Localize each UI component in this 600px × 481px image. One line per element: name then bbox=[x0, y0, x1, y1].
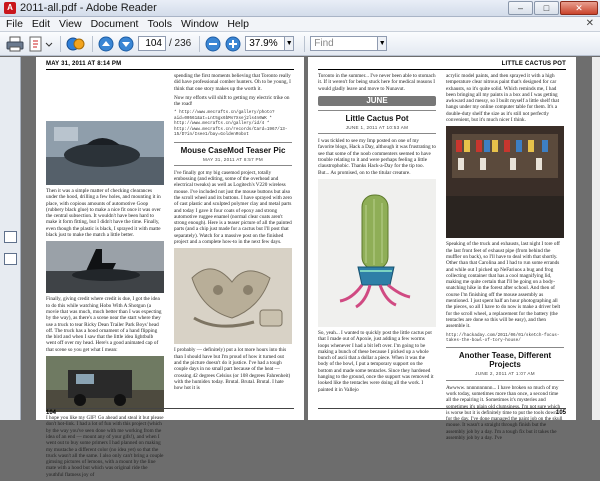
right-col2-para-3: Awwww. nnnnnnnnnn... I have broken so much of my work today, sometimes more than once, a second time all the repairing it. Sometimes it's mysteries and sometimes it's plain old clumsiness. I'm not sure which is worse but it is definitely time to put the tools down for the day. I've done managed the paint job on the skull mouse. It wasn't a straight through finish but the assembly job by a day. I'm a tough fix but it takes the assembly job by a day. I've bbox=[446, 384, 563, 442]
photo-truck-scene bbox=[46, 356, 164, 412]
page-total: / 236 bbox=[169, 38, 192, 49]
arrow-up-icon bbox=[98, 36, 114, 52]
vertical-scrollbar[interactable] bbox=[592, 57, 600, 420]
zoom-level-input[interactable]: 37.9% bbox=[245, 36, 285, 51]
right-page-column-1 bbox=[318, 73, 436, 396]
month-banner: JUNE bbox=[318, 96, 436, 106]
find-dropdown-icon[interactable]: ▼ bbox=[378, 36, 387, 51]
window-title: 2011-all.pdf - Adobe Reader bbox=[20, 2, 157, 14]
photo-mouse-parts bbox=[174, 248, 292, 344]
right-col1-para-2: I was tickled to see my Imp posted on one of my favorite blogs, Hack a Day, although it was frustrating to see that some of the noob commenters seemed to have trouble relating to it and were perhaps feeling a little claustrophobic. Thanks Hack-a-Day for the tip too. But... As promised, on to the titular creature. bbox=[318, 138, 436, 176]
left-page-column-1 bbox=[46, 73, 164, 481]
post-title: Another Tease, Different Projects bbox=[446, 347, 564, 369]
right-col2-para-2: Speaking of the truck and exhausts, last night I tore off the last front feet of exhaust pipe (from behind the muffler on back), so I'll have to deal with that shortly. Other than that Carolina and I had to run some errands and while out I picked up NeFariuos a bug and frog collecting container that has a cool magnifying lid, making me quite certain that I'll be going on a body-snatching hike in the forest after school. And then of course I'm finishing off the mouse assembly as mentioned. I just spent half an hour photographing all the pieces, so all I have to do now is make a driver belt for the scroll wheel, a replacement for the battery (the tentacles are done so this will be easy), and then assemble it. bbox=[446, 241, 561, 330]
photo-paint-shelf bbox=[446, 126, 564, 238]
left-col2-para-3: I've finally got my big casemod project, totally embossing (and editing, some of the overhead and electrical tweaks) as well as Logitech's V220 wireless mouse. I've included not just the mouse buttons but also the scroll wheel and its buttons. I have sprayed with zero of cast plastic and sculpted polymer clay and metal parts and today I gave it four coats of epoxy and strong automotive ruggee enamel (normal clear coats aren't strong enough). Here is a teaser picture of all the painted parts (and a chip just made for a cactus but I'll post that separately). Watch for a massive post on the finished project and a complete how-to in the next few days. bbox=[174, 169, 292, 246]
left-col2-para-2: Now my efforts will shift to getting my electric trike on the road! bbox=[174, 94, 290, 108]
menu-edit[interactable]: Edit bbox=[31, 18, 51, 30]
right-col1-para-3: So, yeah... I wanted to quickly post the little cactus pot that I made out of Apoxie, just adding a few worms loops whenever I had a bit left over. I'm going to be making a bunch of these because I picked up a whole bunch of ascii that a dollar a piece. When it was the body of the bowl, I put a temporary support on the bottom and made some tentacles. Since they hardened hanging to the ground, once the support was removed it looked like the tentacles were doing all the work. I painted it in Vallejo bbox=[318, 329, 434, 393]
next-page-button[interactable] bbox=[118, 35, 134, 53]
pdf-page-right bbox=[308, 57, 576, 442]
page-footer bbox=[46, 408, 294, 417]
right-page-column-2 bbox=[446, 73, 564, 444]
post-heading-tease bbox=[446, 347, 564, 380]
post-heading-mouse bbox=[174, 142, 292, 166]
page-header-title: LITTLE CACTUS POT bbox=[501, 61, 566, 67]
zoom-in-icon bbox=[225, 36, 241, 52]
page-number-right: 105 bbox=[555, 410, 566, 416]
minimize-button[interactable]: – bbox=[508, 1, 533, 15]
toolbar bbox=[0, 32, 600, 56]
page-header bbox=[318, 59, 566, 70]
document-close-icon[interactable]: ✕ bbox=[585, 18, 594, 29]
maximize-button[interactable]: □ bbox=[534, 1, 559, 15]
page-footer bbox=[318, 408, 566, 417]
post-title: Little Cactus Pot bbox=[318, 110, 436, 123]
title-bar bbox=[0, 0, 600, 17]
create-pdf-icon bbox=[28, 36, 54, 52]
pages-panel-icon[interactable] bbox=[4, 231, 17, 243]
photo-hand-ornament bbox=[46, 241, 164, 293]
left-col2-para-4: I probably — definitely) put a lot more hours into this than I should have but I'm proud of how it turned out and the picture doesn't do it justice. I've had a tough couple days in no small part because of the heat — crossing 42 degrees Celsius (or 108 degrees Fahrenheit) with the humidex today. Brutal. Brutal. Brutal. I hate how hot it is bbox=[174, 347, 291, 392]
photo-truck-hood bbox=[46, 121, 164, 185]
page-header-date: MAY 31, 2011 AT 8:14 PM bbox=[46, 61, 122, 67]
pdf-page-left bbox=[36, 57, 304, 478]
previous-page-button[interactable] bbox=[98, 35, 114, 53]
post-date: JUNE 2, 2011 AT 1:07 AM bbox=[446, 371, 564, 380]
left-col1-para-2: Finally, giving credit where credit is due, I got the idea to do this while watching Hobo With A Shotgun (a movie that was much, much better than I was expecting by the way), as there's a scene near the start where they use a truck to tear Ricky Dean Trailer Park Boys' head off. The truck has a hood ornament of a hand flipping the bird and when I saw that the little idea lightbulb went off over my head. Here's a good animated cap of that scene so you get what I mean: bbox=[46, 296, 162, 353]
zoom-in-button[interactable] bbox=[225, 35, 241, 53]
share-icon bbox=[66, 36, 86, 52]
left-col2-links: * http://www.mecrafts.cn/gallery/photo?aid=00561&at=Lnt5gx6bMs7Xsej2ls4n6WK * http://www.mecrafts.cn/gallery/id/4 * http://www.mecrafts.cn/records/Card=1967/13-15/D?in/Isee1/bay=GoldenRobot bbox=[174, 110, 288, 138]
zoom-dropdown-icon[interactable]: ▼ bbox=[285, 36, 294, 51]
menu-view[interactable]: View bbox=[59, 18, 82, 30]
post-date: JUNE 1, 2011 AT 10:53 AM bbox=[318, 125, 436, 134]
post-date: MAY 31, 2011 AT 8:57 PM bbox=[174, 157, 292, 166]
right-col2-para-1: acrylic model paints, and then sprayed it with a high temperature clear nitrous paint that's designed for car exhausts, so it's quite solid. Which reminds me, I had been bringing all my paints in a box and I was getting awkward and messy, so I built myself a little shelf that hangs under my online computer table for them. It's a double-duty shelf the size as it's still not perfectly convenient, but it's much nicer I think. bbox=[446, 73, 560, 124]
zoom-out-icon bbox=[205, 36, 221, 52]
left-col1-para-1: Then it was a simple matter of checking clearances under the hood, drilling a few holes, and mounting it in place, with copious amounts of automotive Goop (rubbery black glue) to make a nice fit once it was over the central subsection. It wouldn't have been hard to make it form fitting, but I didn't have the time. Finally, even though the plastic is black, I sprayed it with matte black just to make the match a little better. bbox=[46, 188, 161, 239]
left-col2-para-1: spending the first moments believing that Toronto really did have professional comber hunters. Oh to be young, I think that one story makes up the worth it. bbox=[174, 73, 291, 92]
close-button[interactable]: ✕ bbox=[560, 1, 598, 15]
page-header bbox=[46, 59, 294, 70]
menu-document[interactable]: Document bbox=[90, 18, 139, 30]
post-heading-cactus bbox=[318, 110, 436, 134]
menu-window[interactable]: Window bbox=[180, 18, 219, 30]
menu-bar bbox=[0, 17, 600, 32]
post-title: Mouse CaseMod Teaser Pic bbox=[174, 142, 292, 155]
find-input[interactable]: Find bbox=[310, 36, 378, 51]
adobe-reader-icon: A bbox=[4, 2, 16, 14]
arrow-down-icon bbox=[118, 36, 134, 52]
right-col2-link: http://hackaday.com/2011/06/01/sketch-focus-takes-the-bowl-of-tory-house/ bbox=[446, 332, 560, 343]
page-number-input[interactable]: 104 bbox=[138, 36, 166, 51]
right-col1-para-1: Toronto in the summer... I've never been able to stomach it. If it weren't for being stuck here for medical reasons I would gladly leave and move to Nunavut. bbox=[318, 73, 436, 92]
create-pdf-button[interactable] bbox=[28, 35, 54, 53]
printer-icon bbox=[6, 36, 24, 52]
page-number-left: 104 bbox=[46, 410, 57, 416]
menu-help[interactable]: Help bbox=[227, 18, 249, 30]
print-button[interactable] bbox=[6, 35, 24, 53]
left-page-column-2 bbox=[174, 73, 292, 394]
photo-cactus-pot bbox=[318, 179, 436, 327]
share-button[interactable] bbox=[66, 35, 86, 53]
left-col1-para-3: I hope you like my GIF! Go ahead and steal it but please don't hot-link. I had a lot of fun with this project (which by the way you've seen done with me working from the idea of an end — mount any of your gifs!), and when I went out to buy some primers I had planned on making my mustache a different color (no idea yet) so that the truck wasn't all the same. I also only can't bring a couple gimsing pictures of lemons, with a mount by the line mate with a hood but which was original ride the youthful flatness joy of bbox=[46, 415, 164, 478]
zoom-out-button[interactable] bbox=[205, 35, 221, 53]
document-view[interactable] bbox=[22, 57, 600, 478]
menu-tools[interactable]: Tools bbox=[147, 18, 172, 30]
attachments-panel-icon[interactable] bbox=[4, 253, 17, 265]
menu-file[interactable]: File bbox=[6, 18, 23, 30]
navigation-panel bbox=[0, 57, 21, 420]
